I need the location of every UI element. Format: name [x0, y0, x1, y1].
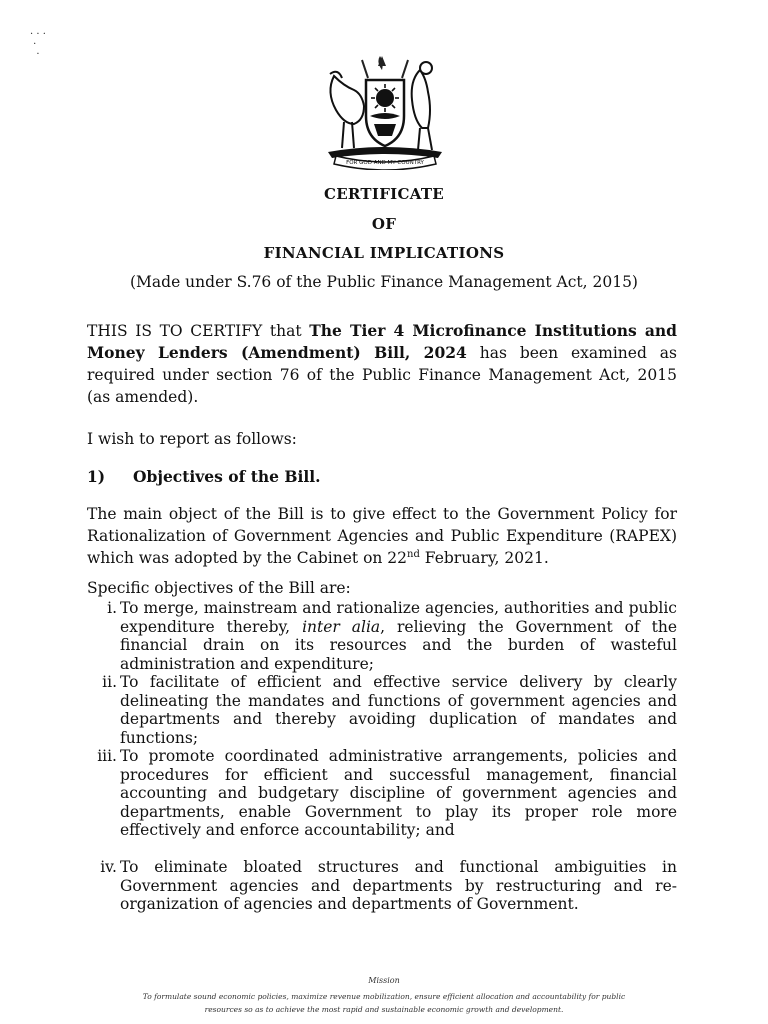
- footer-mission-line: resources so as to achieve the most rapid and sustainable economic growth and development.: [204, 1005, 564, 1014]
- main-object-text: The main object of the Bill is to give effect to the Government Policy for Rationalization of Government Agencies and Public Expenditure (RAPEX) which was adopted by the Cabinet on 22: [87, 505, 677, 567]
- date-ordinal: nd: [407, 548, 420, 560]
- section-title: Objectives of the Bill.: [133, 467, 321, 486]
- specific-objectives-intro: Specific objectives of the Bill are:: [87, 579, 351, 597]
- objective-italic: inter alia: [302, 617, 381, 636]
- title-of: OF: [371, 215, 397, 233]
- objective-text: To eliminate bloated structures and functional ambiguities in Government agencies and departments by restructuring and re-organization of agencies and departments of Government.: [120, 858, 677, 913]
- title-financial-implications: FINANCIAL IMPLICATIONS: [263, 244, 505, 262]
- subtitle: (Made under S.76 of the Public Finance Management Act, 2015): [130, 273, 638, 291]
- bill-name: The Tier 4 Microfinance Institutions and Money Lenders (Amendment) Bill, 2024: [87, 321, 677, 362]
- scan-specks: · · · · ·: [30, 29, 46, 60]
- footer-mission-line: To formulate sound economic policies, maximize revenue mobilization, ensure efficient allocation and accountability for public: [142, 992, 626, 1001]
- report-line: I wish to report as follows:: [87, 430, 297, 448]
- objective-text: To facilitate of efficient and effective service delivery by clearly delineating the mandates and functions of government agencies and departments and thereby avoiding duplication of mandates and functions;: [120, 673, 677, 747]
- objective-text-part: , relieving the Government of the financial drain on its resources and the burden of wasteful administration and expenditure;: [120, 617, 677, 673]
- objective-numeral: ii.: [102, 673, 117, 691]
- objective-numeral: iii.: [97, 747, 117, 765]
- certify-paragraph: [87, 320, 677, 408]
- objective-numeral: iv.: [100, 858, 117, 876]
- main-object-paragraph: [87, 503, 677, 569]
- certify-tail: has been examined as required under section 76 of the Public Finance Management Act, 2015 (as amended).: [87, 344, 677, 406]
- svg-text:FOR GOD AND MY COUNTRY: FOR GOD AND MY COUNTRY: [346, 160, 424, 166]
- main-object-date: February, 2021.: [419, 549, 549, 567]
- title-certificate: CERTIFICATE: [323, 185, 445, 203]
- certify-lead: THIS IS TO CERTIFY that: [87, 322, 310, 340]
- objective-text: [120, 599, 677, 673]
- section-heading: [87, 467, 321, 486]
- footer-mission-title: Mission: [368, 976, 400, 985]
- objective-numeral: i.: [107, 599, 117, 617]
- uganda-coat-of-arms-icon: [320, 52, 450, 170]
- section-number: 1): [87, 467, 106, 486]
- objective-text-part: To merge, mainstream and rationalize agencies, authorities and public expenditure thereby,: [120, 599, 677, 636]
- objective-text: To promote coordinated administrative arrangements, policies and procedures for efficient and successful management, financial accounting and budgetary discipline of government agencies and departments, enable Government to play its proper role more effectively and enforce accountability; and: [120, 747, 677, 839]
